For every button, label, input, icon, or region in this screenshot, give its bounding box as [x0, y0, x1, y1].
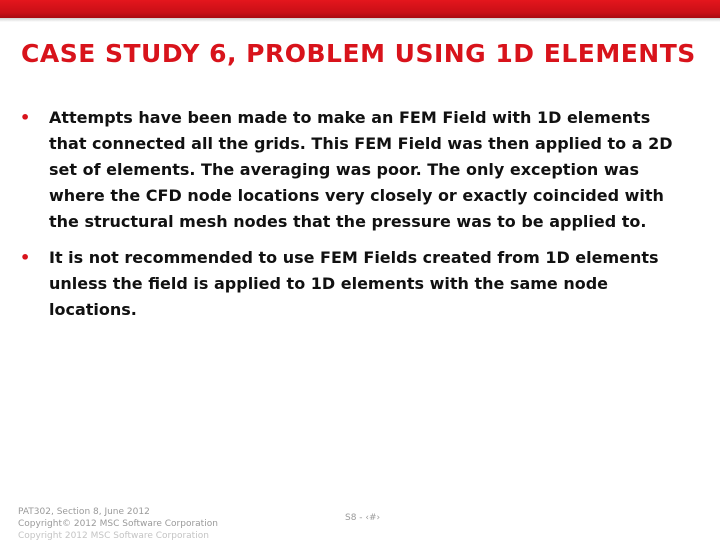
bullet-text: It is not recommended to use FEM Fields created from 1D elements unless the field is applied to 1D elements with the same node locations.: [49, 248, 659, 319]
footer-course-line: PAT302, Section 8, June 2012: [18, 507, 150, 517]
slide-title: CASE STUDY 6, PROBLEM USING 1D ELEMENTS: [21, 39, 696, 68]
footer-info: [18, 506, 218, 530]
bullet-text: Attempts have been made to make an FEM Field with 1D elements that connected all the grids. This FEM Field was then applied to a 2D set of elements. The averaging was poor. The only exception was where the CFD node locations very closely or exactly coincided with the structural mesh nodes that the pressure was to be applied to.: [49, 108, 673, 231]
bullet-dot-icon: •: [20, 108, 31, 127]
bullet-item: [20, 105, 692, 235]
footer-ghost-line: Copyright 2012 MSC Software Corporation: [18, 531, 209, 541]
bullet-item: [20, 245, 692, 323]
bullet-list: [20, 105, 692, 333]
page-number: S8 - ‹#›: [345, 513, 381, 523]
bullet-dot-icon: •: [20, 248, 31, 267]
top-accent-bar: [0, 0, 720, 18]
top-bar-shadow: [0, 18, 720, 22]
footer-copyright-line: Copyright© 2012 MSC Software Corporation: [18, 519, 218, 529]
